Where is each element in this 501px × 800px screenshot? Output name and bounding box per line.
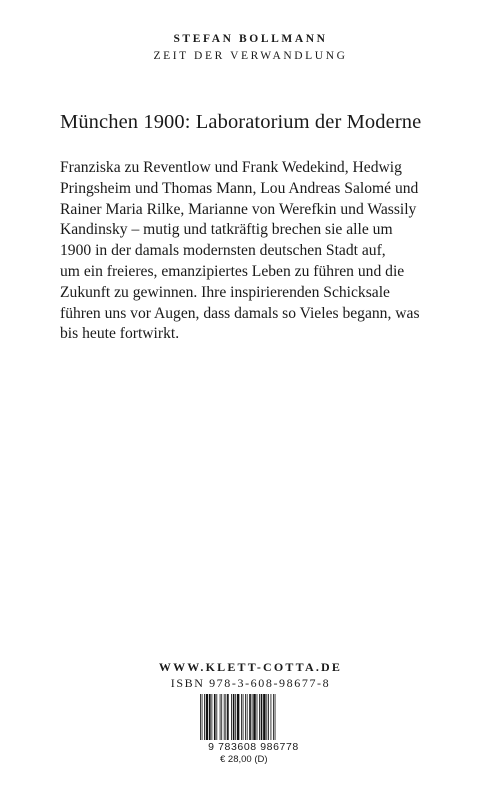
barcode-bar [233, 694, 235, 740]
barcode-bar [266, 694, 267, 740]
blurb-line: bis heute fortwirkt. [60, 325, 180, 343]
barcode-bar [247, 694, 248, 740]
barcode-bar [202, 694, 203, 740]
barcode-bar [273, 694, 274, 740]
barcode-bar [252, 694, 253, 740]
barcode-bar [216, 694, 217, 740]
barcode-bar [263, 694, 265, 740]
blurb-line: Zukunft zu gewinnen. Ihre inspirierenden Schicksale [60, 283, 390, 301]
blurb-line: um ein freieres, emanzipiertes Leben zu führen und die [60, 262, 405, 280]
blurb-line: Franziska zu Reventlow und Frank Wedekind, Hedwig [60, 159, 402, 176]
barcode [197, 693, 310, 741]
barcode-bar [243, 694, 244, 740]
barcode-bar [220, 694, 221, 740]
blurb-line: 1900 in der damals modernsten deutschen Stadt auf, [60, 242, 386, 260]
barcode-bar [221, 694, 222, 740]
barcode-bar [259, 694, 260, 740]
barcode-bar [224, 694, 225, 740]
barcode-bar [253, 694, 255, 740]
blurb-text [60, 158, 480, 345]
barcode-bar [257, 694, 258, 740]
barcode-bar [211, 694, 212, 740]
headline: München 1900: Laboratorium der Moderne [60, 111, 422, 133]
barcode-bar [271, 694, 272, 740]
barcode-bar [231, 694, 232, 740]
barcode-bar [275, 694, 276, 740]
barcode-bar [214, 694, 216, 740]
barcode-bar [225, 694, 226, 740]
barcode-bar [204, 694, 205, 740]
blurb-line: Kandinsky – mutig und tatkräftig brechen sie alle um [60, 221, 393, 239]
blurb-line: Rainer Maria Rilke, Marianne von Werefkin und Wassily [60, 200, 417, 218]
publisher-website: WWW.KLETT-COTTA.DE [158, 660, 343, 674]
barcode-digits: 9 783608 986778 [208, 741, 299, 753]
blurb-line: Pringsheim und Thomas Mann, Lou Andreas Salomé und [60, 179, 419, 197]
barcode-bar [235, 694, 236, 740]
blurb-line: führen uns vor Augen, dass damals so Vieles begann, was [60, 304, 420, 322]
barcode-bar [261, 694, 263, 740]
author-name: STEFAN BOLLMANN [173, 33, 328, 45]
price-label: € 28,00 (D) [220, 754, 268, 765]
barcode-bar [249, 694, 251, 740]
barcode-bar [209, 694, 211, 740]
barcode-bar [200, 694, 201, 740]
isbn-number: ISBN 978-3-608-98677-8 [170, 676, 331, 690]
barcode-bar [241, 694, 242, 740]
barcode-bar [206, 694, 208, 740]
barcode-bar [227, 694, 229, 740]
barcode-bar [237, 694, 239, 740]
barcode-bar [245, 694, 246, 740]
book-title: ZEIT DER VERWANDLUNG [153, 50, 348, 62]
barcode-bar [268, 694, 269, 740]
